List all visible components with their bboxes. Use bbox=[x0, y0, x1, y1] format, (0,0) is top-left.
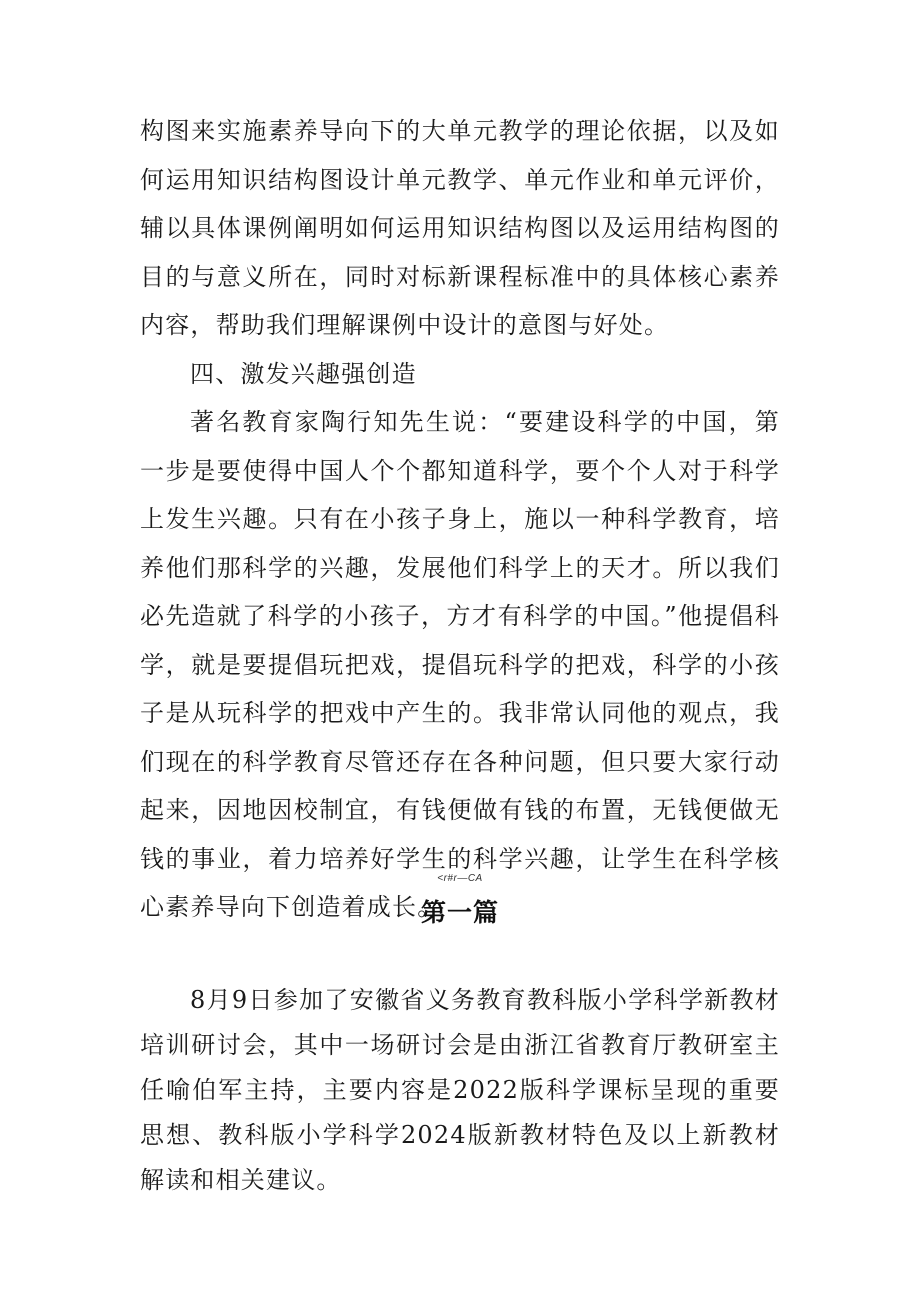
section-title: 第一篇 bbox=[420, 898, 499, 927]
watermark-text: <r#r—CA bbox=[437, 873, 483, 884]
section-heading-stimulate-interest: 四、激发兴趣强创造 bbox=[190, 360, 417, 388]
paragraph-training-seminar: 8月9日参加了安徽省义务教育教科版小学科学新教材培训研讨会，其中一场研讨会是由浙江省教育厅教研室主任喻伯军主持，主要内容是2022版科学课标呈现的重要思想、教科版小学科学2024版新教材特色及以上新教材解读和相关建议。 bbox=[140, 986, 780, 1194]
paragraph-tao-xingzhi-quote: 著名教育家陶行知先生说：“要建设科学的中国，第一步是要使得中国人个个都知道科学，要个个人对于科学上发生兴趣。只有在小孩子身上，施以一种科学教育，培养他们那科学的兴趣，发展他们科学上的天才。所以我们必先造就了科学的小孩子，方才有科学的中国。”他提倡科学，就是要提倡玩把戏，提倡玩科学的把戏，科学的小孩子是从玩科学的把戏中产生的。我非常认同他的观点，我们现在的科学教育尽管还存在各种问题，但只要大家行动起来，因地因校制宜，有钱便做有钱的布置，无钱便做无钱的事业，着力培养好学生的科学兴趣，让学生在科学核心素养导向下创造着成长。 bbox=[140, 408, 780, 921]
paragraph-knowledge-structure: 构图来实施素养导向下的大单元教学的理论依据，以及如何运用知识结构图设计单元教学、单元作业和单元评价，辅以具体课例阐明如何运用知识结构图以及运用结构图的目的与意义所在，同时对标新课程标准中的具体核心素养内容，帮助我们理解课例中设计的意图与好处。 bbox=[140, 117, 780, 339]
